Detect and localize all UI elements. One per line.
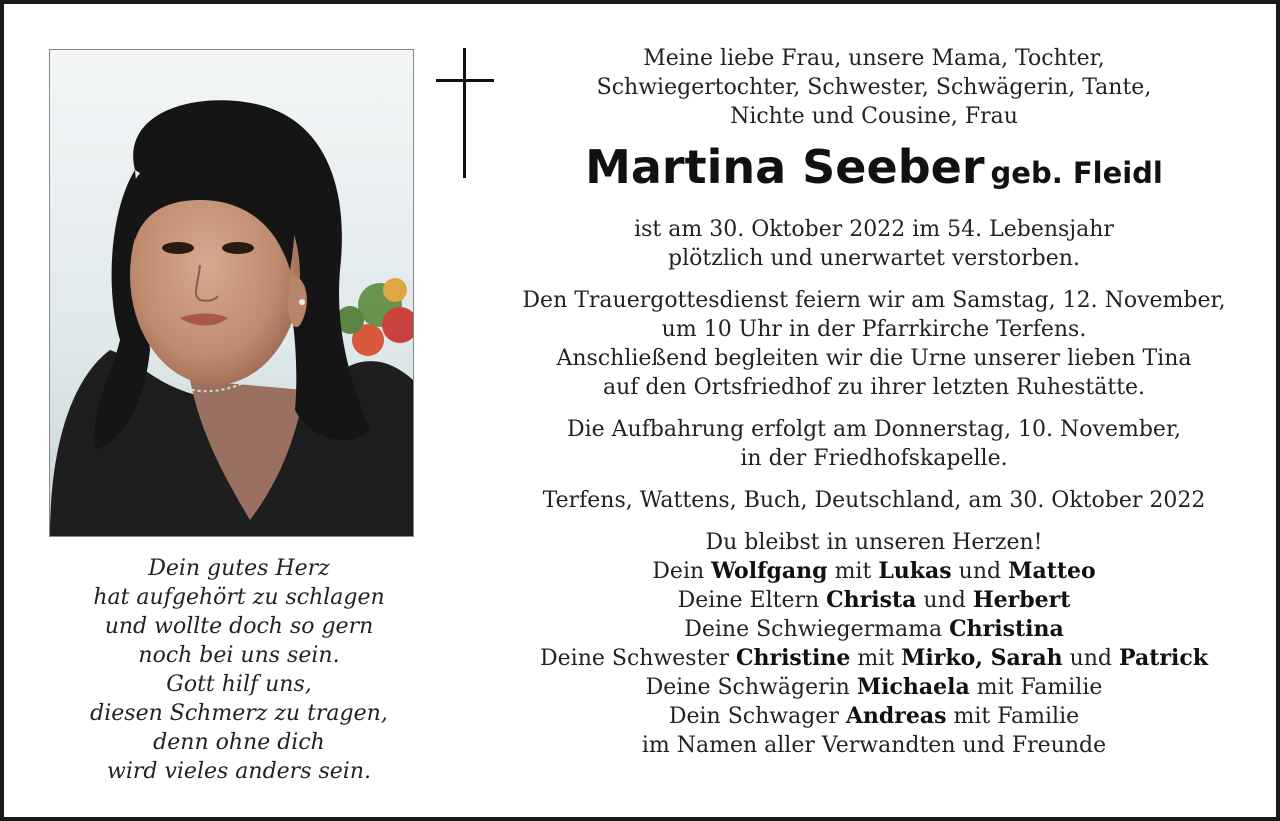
poem-line: wird vieles anders sein. [107, 759, 371, 784]
mourner-name: Christine [735, 645, 851, 671]
service-line: auf den Ortsfriedhof zu ihrer letzten Ruhestätte. [602, 375, 1146, 400]
mourner-text: Deine Schwägerin [645, 675, 857, 700]
obituary-text [504, 44, 1244, 760]
cross-icon [436, 48, 494, 178]
viewing-line: in der Friedhofskapelle. [740, 446, 1008, 471]
mourner-text: Dein [652, 559, 712, 584]
farewell-line: Du bleibst in unseren Herzen! [705, 530, 1043, 555]
service-line: um 10 Uhr in der Pfarrkirche Terfens. [661, 317, 1087, 342]
mourner-text: Deine Schwester [540, 646, 736, 671]
mourner-line [504, 557, 1244, 586]
deceased-name [504, 139, 1244, 205]
intro-text [504, 44, 1244, 131]
poem-line: Gott hilf uns, [166, 672, 312, 697]
poem-line: diesen Schmerz zu tragen, [90, 701, 388, 726]
mourner-line [504, 702, 1244, 731]
mourner-line [504, 673, 1244, 702]
mourner-text: und [951, 559, 1009, 584]
mourner-name: Andreas [845, 703, 947, 729]
death-notice [504, 215, 1244, 273]
poem-line: und wollte doch so gern [104, 614, 374, 639]
mourner-text: Deine Eltern [677, 588, 827, 613]
mourner-text: im Namen aller Verwandten und Freunde [641, 733, 1107, 758]
farewell [504, 528, 1244, 557]
mourner-text: und [1062, 646, 1120, 671]
death-notice-line: ist am 30. Oktober 2022 im 54. Lebensjahr [634, 217, 1114, 242]
mourner-name: Lukas [878, 558, 952, 584]
mourner-line [504, 586, 1244, 615]
poem-line: hat aufgehört zu schlagen [93, 585, 385, 610]
service-info [504, 286, 1244, 402]
intro-line: Nichte und Cousine, Frau [730, 104, 1018, 129]
mourner-text: und [916, 588, 973, 613]
mourner-text: mit [850, 646, 902, 671]
mourner-line [504, 644, 1244, 673]
memorial-poem [34, 554, 444, 786]
poem-line: Dein gutes Herz [148, 556, 330, 581]
intro-line: Schwiegertochter, Schwester, Schwägerin, Tante, [596, 75, 1152, 100]
mourner-text: mit Familie [969, 675, 1103, 700]
mourner-text: mit Familie [946, 704, 1080, 729]
mourner-line [504, 615, 1244, 644]
mourner-text: mit [827, 559, 879, 584]
death-notice-line: plötzlich und unerwartet verstorben. [668, 246, 1080, 271]
place-date-line: Terfens, Wattens, Buch, Deutschland, am 30. Oktober 2022 [542, 488, 1206, 513]
mourner-name: Mirko, Sarah [901, 645, 1063, 671]
mourner-name: Wolfgang [711, 558, 828, 584]
mourner-name: Matteo [1008, 558, 1096, 584]
mourner-name: Michaela [856, 674, 970, 700]
mourner-name: Christa [826, 587, 917, 613]
viewing-info [504, 415, 1244, 473]
poem-line: noch bei uns sein. [138, 643, 340, 668]
mourner-name: Patrick [1119, 645, 1208, 671]
portrait-photo [49, 49, 414, 537]
full-name: Martina Seeber [585, 140, 985, 194]
mourner-text: Deine Schwiegermama [684, 617, 950, 642]
mourner-name: Christina [949, 616, 1064, 642]
mourners-list [504, 557, 1244, 760]
service-line: Den Trauergottesdienst feiern wir am Samstag, 12. November, [522, 288, 1226, 313]
viewing-line: Die Aufbahrung erfolgt am Donnerstag, 10. November, [566, 417, 1182, 442]
mourner-text: Dein Schwager [668, 704, 846, 729]
intro-line: Meine liebe Frau, unsere Mama, Tochter, [643, 46, 1105, 71]
birth-name: geb. Fleidl [990, 156, 1163, 190]
service-line: Anschließend begleiten wir die Urne unserer lieben Tina [556, 346, 1192, 371]
mourner-name: Herbert [972, 587, 1071, 613]
mourner-line [504, 731, 1244, 760]
place-date [504, 486, 1244, 515]
poem-line: denn ohne dich [153, 730, 325, 755]
